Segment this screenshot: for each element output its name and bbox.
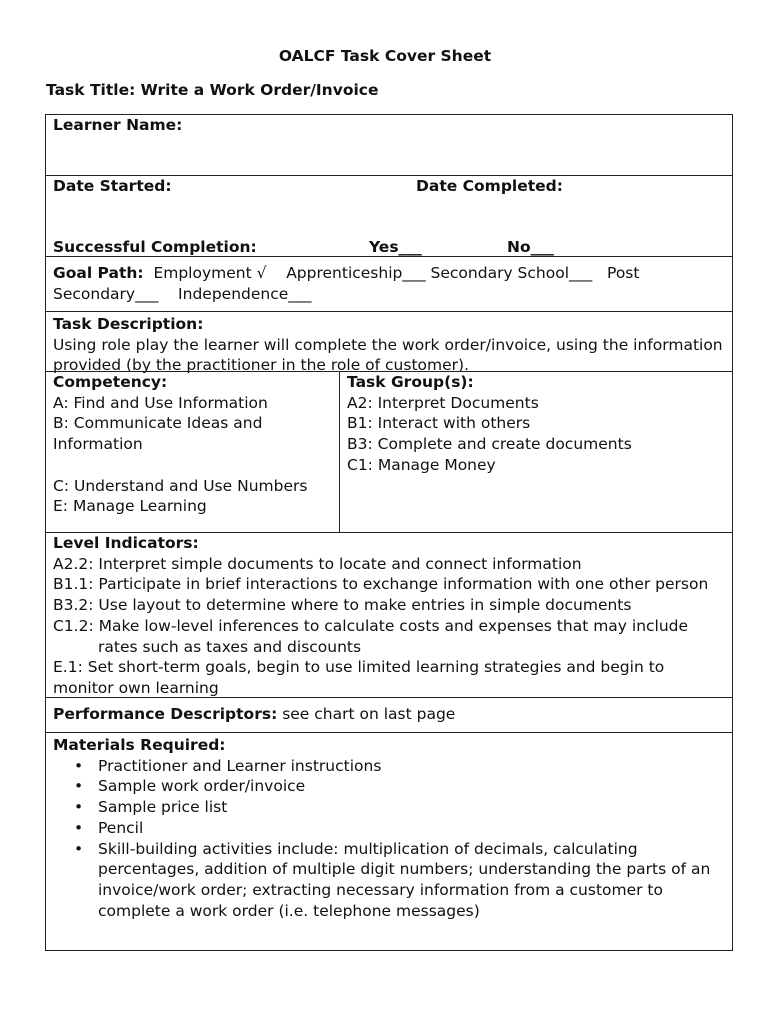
level-indicator-item: A2.2: Interpret simple documents to locate and connect information bbox=[53, 554, 582, 573]
materials-item-text: Sample work order/invoice bbox=[98, 777, 306, 796]
competency-label: Competency: bbox=[53, 373, 168, 391]
level-indicator-item: B1.1: Participate in brief interactions to exchange information with one other person bbox=[53, 575, 709, 594]
level-indicator-item: C1.2: Make low-level inferences to calculate costs and expenses that may include rates such as taxes and discounts bbox=[53, 616, 689, 656]
cover-sheet-form bbox=[45, 114, 733, 951]
bullet-icon: • bbox=[74, 839, 84, 858]
materials-list-item bbox=[53, 839, 726, 922]
date-completed-label: Date Completed: bbox=[416, 177, 563, 195]
task-group-item: C1: Manage Money bbox=[347, 455, 496, 474]
goal-path-label: Goal Path: bbox=[53, 264, 144, 282]
competency-item: E: Manage Learning bbox=[53, 497, 207, 516]
completion-no: No___ bbox=[507, 238, 554, 256]
materials-item-text: Sample price list bbox=[98, 798, 228, 817]
competency-spacer bbox=[53, 455, 333, 476]
task-description-label: Task Description: bbox=[53, 315, 204, 333]
materials-list bbox=[53, 756, 726, 922]
goal-path-options: Employment √ Apprenticeship___ Secondary School___ Post Secondary___ Independence___ bbox=[53, 264, 645, 303]
competency-item: C: Understand and Use Numbers bbox=[53, 476, 308, 495]
materials-required-label: Materials Required: bbox=[53, 736, 226, 754]
task-group-item: A2: Interpret Documents bbox=[347, 393, 539, 412]
goal-path-row bbox=[46, 256, 732, 311]
performance-descriptors-text: see chart on last page bbox=[277, 705, 456, 723]
competency-column bbox=[46, 372, 340, 532]
task-groups-label: Task Group(s): bbox=[347, 373, 474, 391]
competency-row bbox=[46, 371, 732, 532]
level-indicator-item: B3.2: Use layout to determine where to make entries in simple documents bbox=[53, 596, 632, 615]
level-indicators-row bbox=[46, 532, 732, 697]
materials-item-text: Practitioner and Learner instructions bbox=[98, 756, 382, 775]
materials-list-item bbox=[53, 818, 726, 839]
materials-list-item bbox=[53, 797, 726, 818]
successful-completion-label: Successful Completion: bbox=[53, 238, 257, 256]
document-title: OALCF Task Cover Sheet bbox=[278, 47, 492, 65]
performance-descriptors-row bbox=[46, 697, 732, 732]
materials-list-item bbox=[53, 776, 726, 797]
learner-name-label: Learner Name: bbox=[53, 116, 183, 134]
competency-item: B: Communicate Ideas and Information bbox=[53, 414, 263, 454]
materials-list-item bbox=[53, 756, 726, 777]
materials-item-text: Skill-building activities include: multiplication of decimals, calculating percentages, addition of multiple digit numbers; understanding the parts of an invoice/work order; extracting necessary information from a customer to complete a work order (i.e. telephone messages) bbox=[98, 839, 711, 920]
task-group-item: B3: Complete and create documents bbox=[347, 435, 632, 454]
bullet-icon: • bbox=[74, 777, 84, 796]
performance-descriptors-label: Performance Descriptors: bbox=[53, 705, 278, 723]
learner-name-row bbox=[46, 115, 732, 175]
task-group-item: B1: Interact with others bbox=[347, 414, 531, 433]
level-indicator-item: E.1: Set short-term goals, begin to use limited learning strategies and begin to monitor own learning bbox=[53, 658, 665, 697]
bullet-icon: • bbox=[74, 798, 84, 817]
task-description-row bbox=[46, 311, 732, 375]
task-title: Task Title: Write a Work Order/Invoice bbox=[46, 81, 379, 99]
date-started-label: Date Started: bbox=[53, 177, 172, 195]
level-indicators-label: Level Indicators: bbox=[53, 534, 199, 552]
task-groups-column bbox=[340, 372, 732, 532]
materials-item-text: Pencil bbox=[98, 818, 144, 837]
bullet-icon: • bbox=[74, 818, 84, 837]
materials-required-row bbox=[46, 732, 732, 950]
completion-yes: Yes___ bbox=[369, 238, 422, 256]
bullet-icon: • bbox=[74, 756, 84, 775]
dates-row bbox=[46, 175, 732, 256]
task-description-text: Using role play the learner will complete the work order/invoice, using the information provided (by the practitioner in the role of customer). bbox=[53, 335, 723, 375]
competency-item: A: Find and Use Information bbox=[53, 393, 268, 412]
